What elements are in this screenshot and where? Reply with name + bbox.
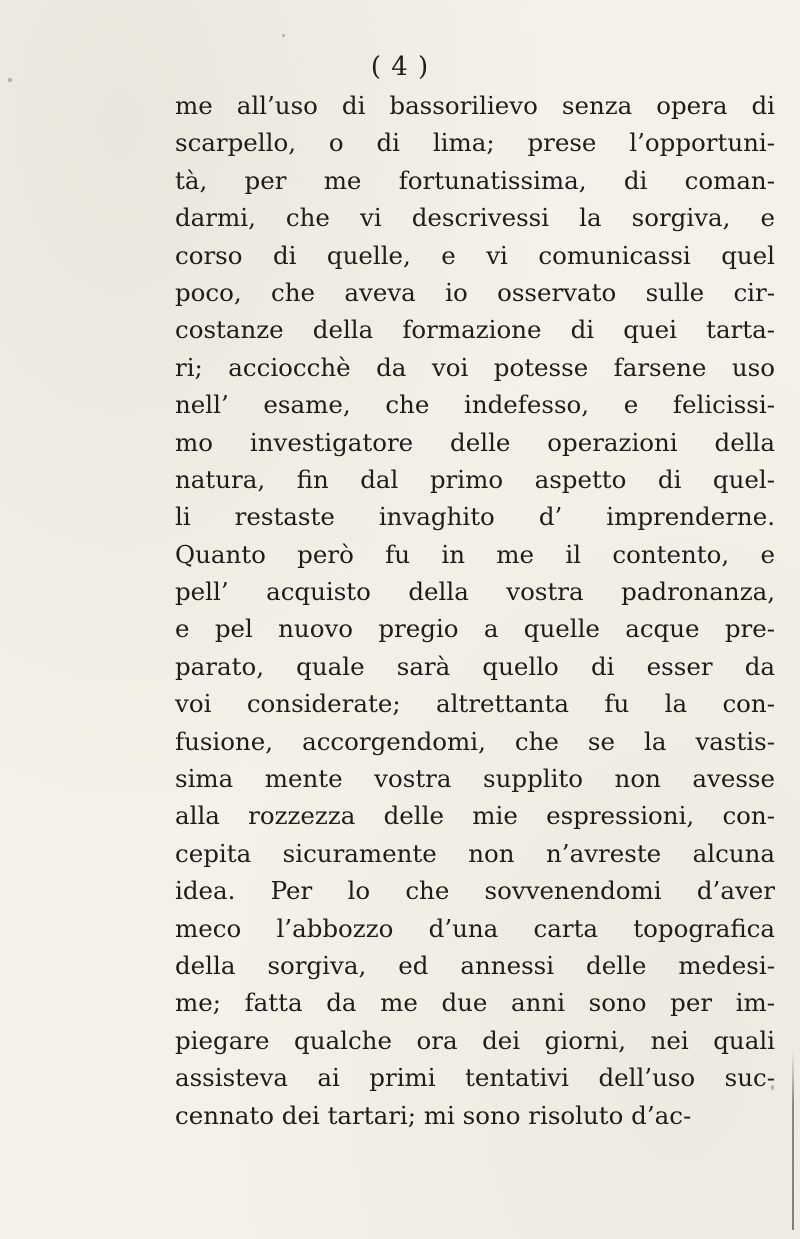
text-line: meco l’abbozzo d’una carta topografica — [175, 913, 775, 943]
text-line: me; fatta da me due anni sono per im- — [175, 988, 775, 1018]
text-line: e pel nuovo pregio a quelle acque pre- — [175, 614, 775, 644]
page-edge-shadow — [792, 1050, 794, 1230]
text-line: piegare qualche ora dei giorni, nei quali — [175, 1025, 775, 1055]
text-line: cepita sicuramente non n’avreste alcuna — [175, 838, 775, 868]
text-line: tà, per me fortunatissima, di coman- — [175, 165, 775, 195]
text-line: ri; acciocchè da voi potesse farsene uso — [175, 352, 775, 382]
text-line: pell’ acquisto della vostra padronanza, — [175, 577, 775, 607]
text-line: nell’ esame, che indefesso, e felicissi- — [175, 390, 775, 420]
text-line: fusione, accorgendomi, che se la vastis- — [175, 726, 775, 756]
text-line: darmi, che vi descrivessi la sorgiva, e — [175, 203, 775, 233]
text-line: idea. Per lo che sovvenendomi d’aver — [175, 876, 775, 906]
text-line: assisteva ai primi tentativi dell’uso suc- — [175, 1063, 775, 1093]
body-text — [175, 87, 775, 1134]
page-number: ( 4 ) — [370, 52, 430, 82]
text-line: corso di quelle, e vi comunicassi quel — [175, 240, 775, 270]
paper-speck — [8, 78, 12, 82]
text-line: voi considerate; altrettanta fu la con- — [175, 689, 775, 719]
text-line: parato, quale sarà quello di esser da — [175, 651, 775, 681]
text-line: natura, fin dal primo aspetto di quel- — [175, 464, 775, 494]
text-line: costanze della formazione di quei tarta- — [175, 315, 775, 345]
text-line: Quanto però fu in me il contento, e — [175, 539, 775, 569]
paper-speck — [282, 34, 285, 37]
text-line: cennato dei tartari; mi sono risoluto d’ac- — [175, 1100, 692, 1130]
text-line: sima mente vostra supplito non avesse — [175, 764, 775, 794]
text-line: poco, che aveva io osservato sulle cir- — [175, 277, 775, 307]
text-line: me all’uso di bassorilievo senza opera di — [175, 91, 775, 120]
text-line: alla rozzezza delle mie espressioni, con- — [175, 801, 775, 831]
text-line: mo investigatore delle operazioni della — [175, 427, 775, 457]
text-line: della sorgiva, ed annessi delle medesi- — [175, 950, 775, 980]
text-line: li restaste invaghito d’ imprenderne. — [175, 502, 775, 532]
paper-speck — [771, 1085, 774, 1090]
text-line: scarpello, o di lima; prese l’opportuni- — [175, 128, 775, 158]
